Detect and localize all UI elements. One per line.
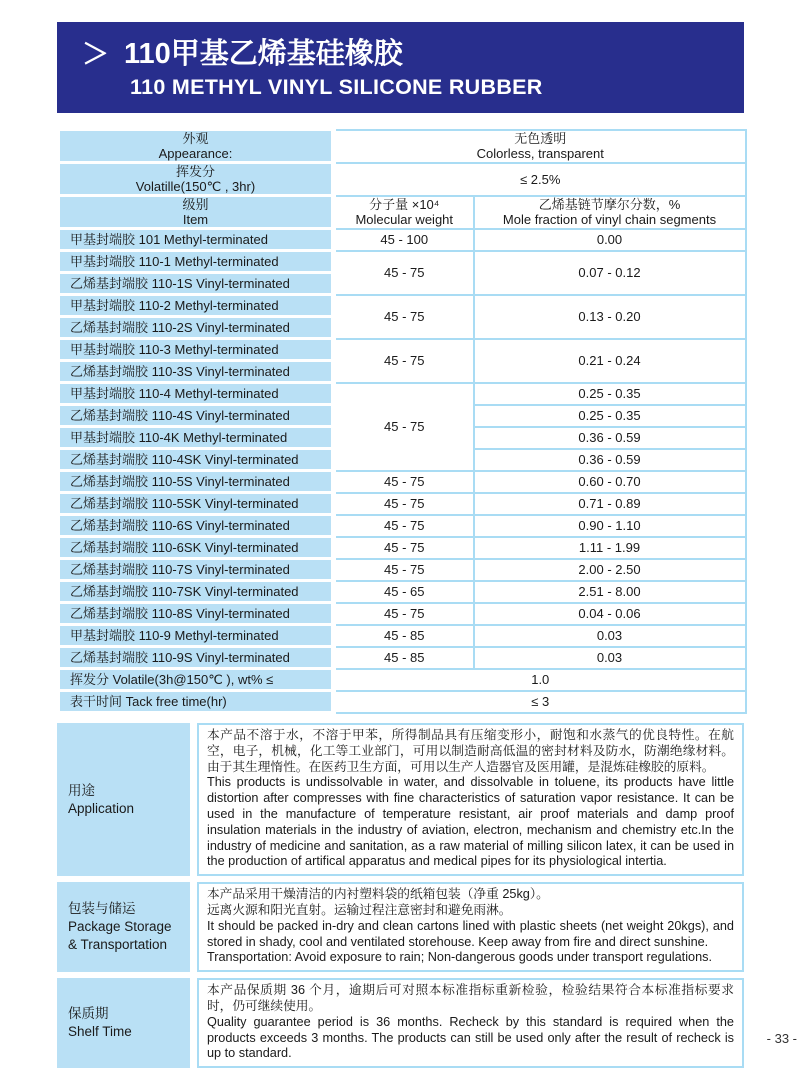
table-row [59,537,746,559]
page-number: - 33 - [766,1031,797,1046]
section-label-line: & Transportation [68,937,168,953]
vinyl-fraction-cell: 2.00 - 2.50 [474,559,746,581]
item-name-cell: 甲基封端胶 110-4K Methyl-terminated [59,427,334,449]
footer-value-cell: 1.0 [334,669,746,691]
item-name-cell: 甲基封端胶 110-2 Methyl-terminated [59,295,334,317]
table-row [59,163,746,196]
section-label [57,723,190,876]
spec-table [57,128,747,714]
table-row [59,229,746,251]
item-name-cell: 乙烯基封端胶 110-2S Vinyl-terminated [59,317,334,339]
section-label-line: Application [68,800,135,816]
table-row [59,647,746,669]
section-label-line: 保质期 [68,1006,109,1022]
table-row [59,603,746,625]
table-row [59,625,746,647]
item-name-cell: 乙烯基封端胶 110-6SK Vinyl-terminated [59,537,334,559]
item-name-cell: 乙烯基封端胶 110-7SK Vinyl-terminated [59,581,334,603]
item-name-cell: 乙烯基封端胶 110-3S Vinyl-terminated [59,361,334,383]
vinyl-fraction-cell: 0.21 - 0.24 [474,339,746,383]
vinyl-fraction-cell: 0.60 - 0.70 [474,471,746,493]
molecular-weight-cell: 45 - 85 [334,625,474,647]
vinyl-fraction-cell: 0.03 [474,647,746,669]
table-row [59,581,746,603]
molecular-weight-cell: 45 - 100 [334,229,474,251]
molecular-weight-cell: 45 - 75 [334,603,474,625]
table-row [59,251,746,273]
vinyl-fraction-cell: 0.25 - 0.35 [474,405,746,427]
volatile-value: ≤ 2.5% [334,163,746,196]
table-row [59,295,746,317]
item-name-cell: 乙烯基封端胶 110-8S Vinyl-terminated [59,603,334,625]
section-paragraph: 本产品保质期 36 个月，逾期后可对照本标准指标重新检验，检验结果符合本标准指标要求时，仍可继续使用。 [207,983,734,1013]
section-content [197,723,744,876]
info-sections [57,723,744,1068]
vinyl-fraction-cell: 0.04 - 0.06 [474,603,746,625]
molecular-weight-cell: 45 - 75 [334,339,474,383]
section-label-line: Package Storage [68,919,172,935]
molecular-weight-cell: 45 - 85 [334,647,474,669]
item-name-cell: 甲基封端胶 110-3 Methyl-terminated [59,339,334,361]
page-title [57,31,744,72]
volatile-label: 挥发分 Volatille(150℃ , 3hr) [59,163,334,196]
vinyl-fraction-cell: 0.36 - 0.59 [474,449,746,471]
section-content [197,882,744,972]
appearance-value: 无色透明 Colorless, transparent [334,130,746,163]
item-name-cell: 甲基封端胶 110-9 Methyl-terminated [59,625,334,647]
molecular-weight-cell: 45 - 75 [334,559,474,581]
vinyl-fraction-cell: 0.03 [474,625,746,647]
table-row [59,515,746,537]
footer-label-cell: 挥发分 Volatile(3h@150℃ ), wt% ≤ [59,669,334,691]
table-row [59,339,746,361]
section-paragraph: This products is undissolvable in water, and dissolvable in toluene, its products have little distortion after compresses with fine characteristics of saturation vapor resistance. It can be used in the manufacture of temperature resistant, air proof materials and damp proof insulation materials in the industry of aviation, electron, mechanism and chemistry etc.In the industry of medicine and sanitation, as a raw material of milling silicon latex, it can be used in the production of artifical apparatus and medical pipes for its physiological intertia. [207,775,734,869]
vinyl-fraction-cell: 0.07 - 0.12 [474,251,746,295]
section-label-line: Shelf Time [68,1024,132,1040]
section-label [57,978,190,1068]
item-name-cell: 乙烯基封端胶 110-9S Vinyl-terminated [59,647,334,669]
section-paragraph: 本产品采用干燥清洁的内衬塑料袋的纸箱包装（净重 25kg）。 [207,887,549,902]
section-label-line: 用途 [68,782,95,798]
column-header-vinyl-fraction: 乙烯基链节摩尔分数，% Mole fraction of vinyl chain segments [474,196,746,229]
vinyl-fraction-cell: 0.13 - 0.20 [474,295,746,339]
molecular-weight-cell: 45 - 75 [334,471,474,493]
item-name-cell: 乙烯基封端胶 110-7S Vinyl-terminated [59,559,334,581]
product-title-en: 110 METHYL VINYL SILICONE RUBBER [130,75,543,99]
vinyl-fraction-cell: 0.00 [474,229,746,251]
title-banner [57,22,744,113]
section-paragraph: Quality guarantee period is 36 months. Recheck by this standard is required when the products exceeds 3 months. The products can still be used only after the result of recheck is up to standard. [207,1014,734,1061]
table-row [59,669,746,691]
table-row [59,196,746,229]
molecular-weight-cell: 45 - 75 [334,493,474,515]
molecular-weight-cell: 45 - 75 [334,251,474,295]
molecular-weight-cell: 45 - 65 [334,581,474,603]
molecular-weight-cell: 45 - 75 [334,295,474,339]
molecular-weight-cell: 45 - 75 [334,515,474,537]
table-row [59,691,746,713]
vinyl-fraction-cell: 2.51 - 8.00 [474,581,746,603]
vinyl-fraction-cell: 0.25 - 0.35 [474,383,746,405]
section-label [57,882,190,972]
item-name-cell: 乙烯基封端胶 110-5S Vinyl-terminated [59,471,334,493]
product-title-zh: 110甲基乙烯基硅橡胶 [124,38,403,70]
vinyl-fraction-cell: 1.11 - 1.99 [474,537,746,559]
molecular-weight-cell: 45 - 75 [334,537,474,559]
section-paragraph: Transportation: Avoid exposure to rain; Non-dangerous goods under transport regulations. [207,950,712,965]
vinyl-fraction-cell: 0.71 - 0.89 [474,493,746,515]
vinyl-fraction-cell: 0.36 - 0.59 [474,427,746,449]
item-name-cell: 乙烯基封端胶 110-4SK Vinyl-terminated [59,449,334,471]
column-header-molecular-weight: 分子量 ×10⁴ Molecular weight [334,196,474,229]
molecular-weight-cell: 45 - 75 [334,383,474,471]
table-row [59,493,746,515]
appearance-label: 外观 Appearance: [59,130,334,163]
section-paragraph: 本产品不溶于水，不溶于甲苯，所得制品具有压缩变形小，耐饱和水蒸气的优良特性。在航空，电子，机械，化工等工业部门，可用以制造耐高低温的密封材料及防水，防潮绝缘材料。由于其生理惰性。在医药卫生方面，可用以生产人造器官及医用罐，是混炼硅橡胶的原料。 [207,728,734,774]
item-name-cell: 甲基封端胶 101 Methyl-terminated [59,229,334,251]
item-name-cell: 乙烯基封端胶 110-4S Vinyl-terminated [59,405,334,427]
item-name-cell: 乙烯基封端胶 110-1S Vinyl-terminated [59,273,334,295]
column-header-item: 级别 Item [59,196,334,229]
item-name-cell: 甲基封端胶 110-4 Methyl-terminated [59,383,334,405]
section-paragraph: It should be packed in-dry and clean cartons lined with plastic sheets (net weight 20kgs), and stored in shady, cool and ventilated storehouse. Keep away from fire and direct sunshine. [207,918,734,949]
section-package-storage-transportation [57,882,744,972]
section-content [197,978,744,1068]
table-row [59,471,746,493]
section-label-line: 包装与储运 [68,901,136,917]
footer-value-cell: ≤ 3 [334,691,746,713]
section-application [57,723,744,876]
table-row [59,130,746,163]
document-page [57,22,744,1068]
footer-label-cell: 表干时间 Tack free time(hr) [59,691,334,713]
section-paragraph: 远离火源和阳光直射。运输过程注意密封和避免雨淋。 [207,902,512,917]
table-row [59,559,746,581]
table-row [59,383,746,405]
item-name-cell: 乙烯基封端胶 110-5SK Vinyl-terminated [59,493,334,515]
item-name-cell: 甲基封端胶 110-1 Methyl-terminated [59,251,334,273]
section-shelf-time [57,978,744,1068]
vinyl-fraction-cell: 0.90 - 1.10 [474,515,746,537]
chevron-right-icon: ＞ [82,38,109,70]
item-name-cell: 乙烯基封端胶 110-6S Vinyl-terminated [59,515,334,537]
